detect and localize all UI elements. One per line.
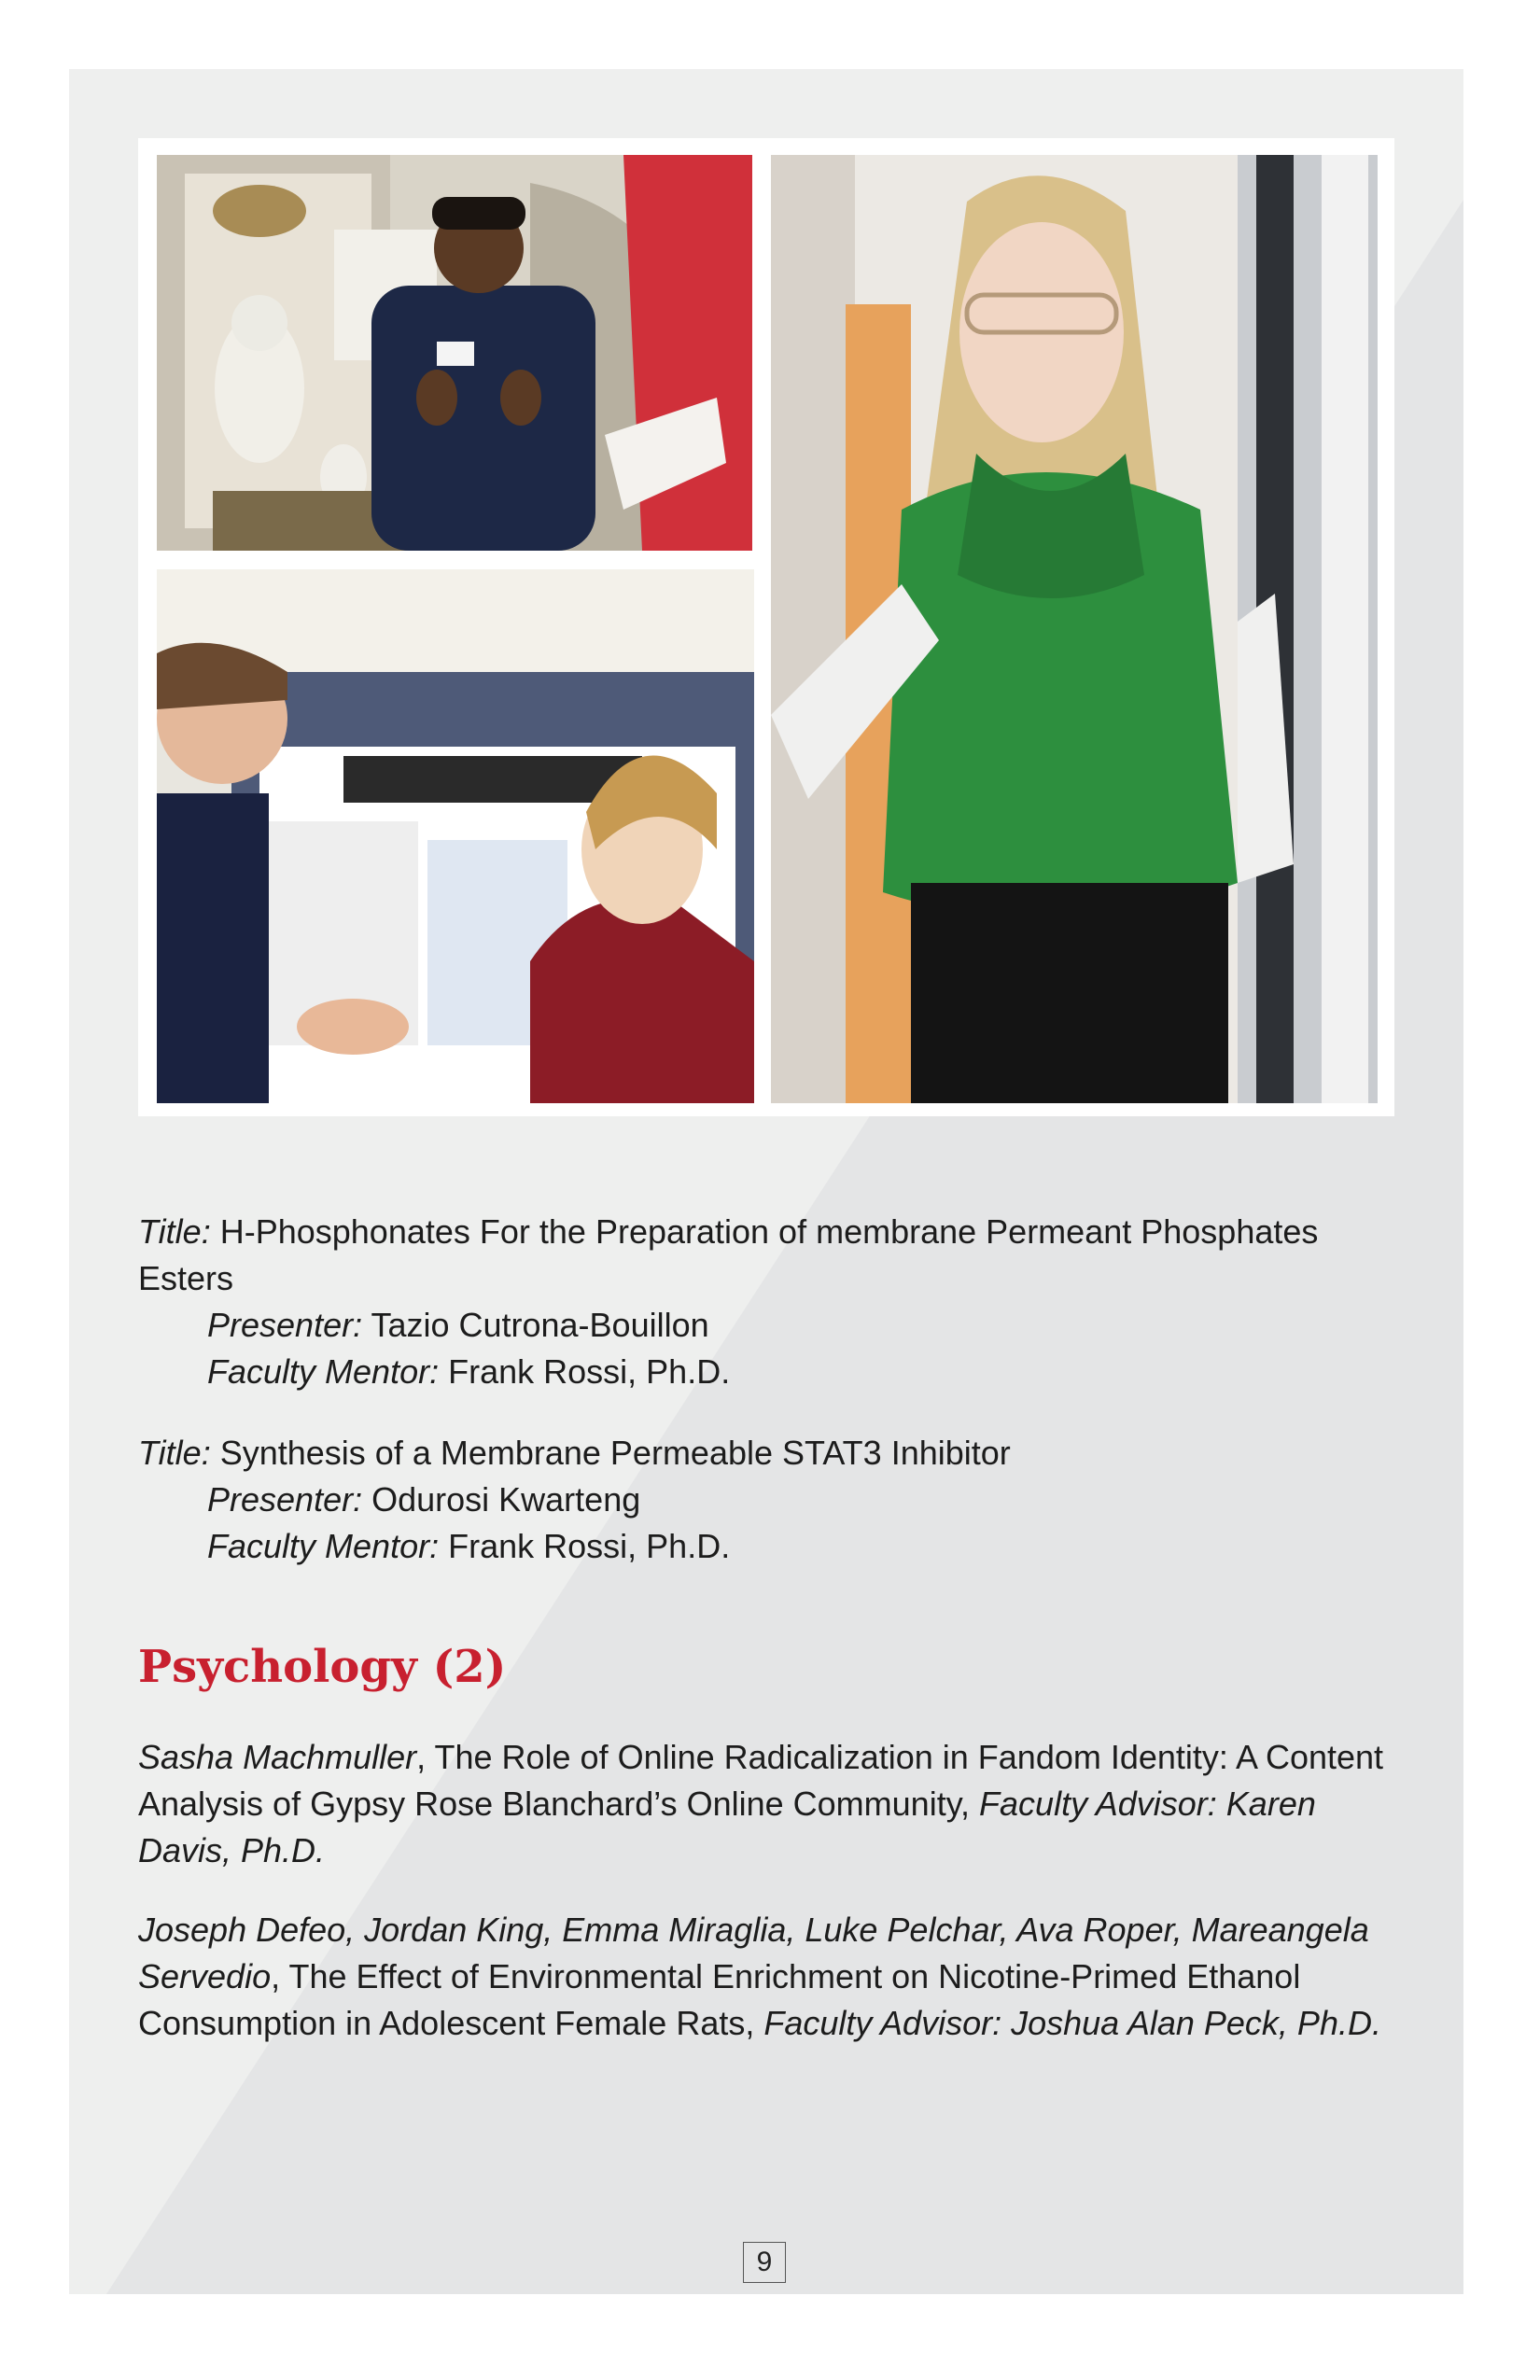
title-text: H-Phosphonates For the Preparation of membrane Permeant Phosphates Esters — [138, 1212, 1319, 1297]
presentation-entry — [138, 1209, 1398, 1395]
mentor-line — [138, 1523, 1398, 1570]
psychology-entry — [138, 1907, 1398, 2047]
entry-authors: Joseph Defeo, Jordan King, Emma Miraglia, Luke Pelchar, Ava Roper, Mareangela Servedio — [138, 1911, 1369, 1995]
entry-advisor: Faculty Advisor: Karen Davis, Ph.D. — [138, 1785, 1316, 1869]
presentation-title — [138, 1209, 1398, 1302]
presentation-title — [138, 1430, 1398, 1477]
mentor-label: Faculty Mentor: — [207, 1352, 440, 1391]
mentor-name: Frank Rossi, Ph.D. — [448, 1527, 731, 1565]
presentation-entry — [138, 1430, 1398, 1570]
title-label: Title: — [138, 1212, 211, 1251]
entry-title: , The Role of Online Radicalization in Fandom Identity: A Content Analysis of Gypsy Rose Blanchard’s Online Community, — [138, 1738, 1384, 1823]
photo-collage — [138, 138, 1394, 1116]
presenter-name: Tazio Cutrona-Bouillon — [371, 1306, 709, 1344]
page-number: 9 — [743, 2242, 786, 2283]
presenter-name: Odurosi Kwarteng — [371, 1480, 641, 1519]
mentor-line — [138, 1349, 1398, 1395]
psychology-entry — [138, 1734, 1398, 1874]
photo-presenter-museum — [157, 155, 752, 551]
entry-advisor: Faculty Advisor: Joshua Alan Peck, Ph.D. — [763, 2004, 1381, 2042]
entry-title: , The Effect of Environmental Enrichment on Nicotine-Primed Ethanol Consumption in Adolescent Female Rats, — [138, 1957, 1301, 2042]
title-text: Synthesis of a Membrane Permeable STAT3 Inhibitor — [219, 1434, 1011, 1472]
presenter-line — [138, 1302, 1398, 1349]
psychology-entries — [138, 1734, 1398, 2079]
photo-poster-discussion — [157, 569, 754, 1103]
photo-student-green-sweater — [771, 155, 1378, 1103]
entry-authors: Sasha Machmuller — [138, 1738, 417, 1776]
presenter-line — [138, 1477, 1398, 1523]
title-label: Title: — [138, 1434, 211, 1472]
section-heading: Psychology (2) — [138, 1641, 507, 1693]
presenter-label: Presenter: — [207, 1306, 363, 1344]
mentor-label: Faculty Mentor: — [207, 1527, 440, 1565]
presenter-label: Presenter: — [207, 1480, 363, 1519]
mentor-name: Frank Rossi, Ph.D. — [448, 1352, 731, 1391]
